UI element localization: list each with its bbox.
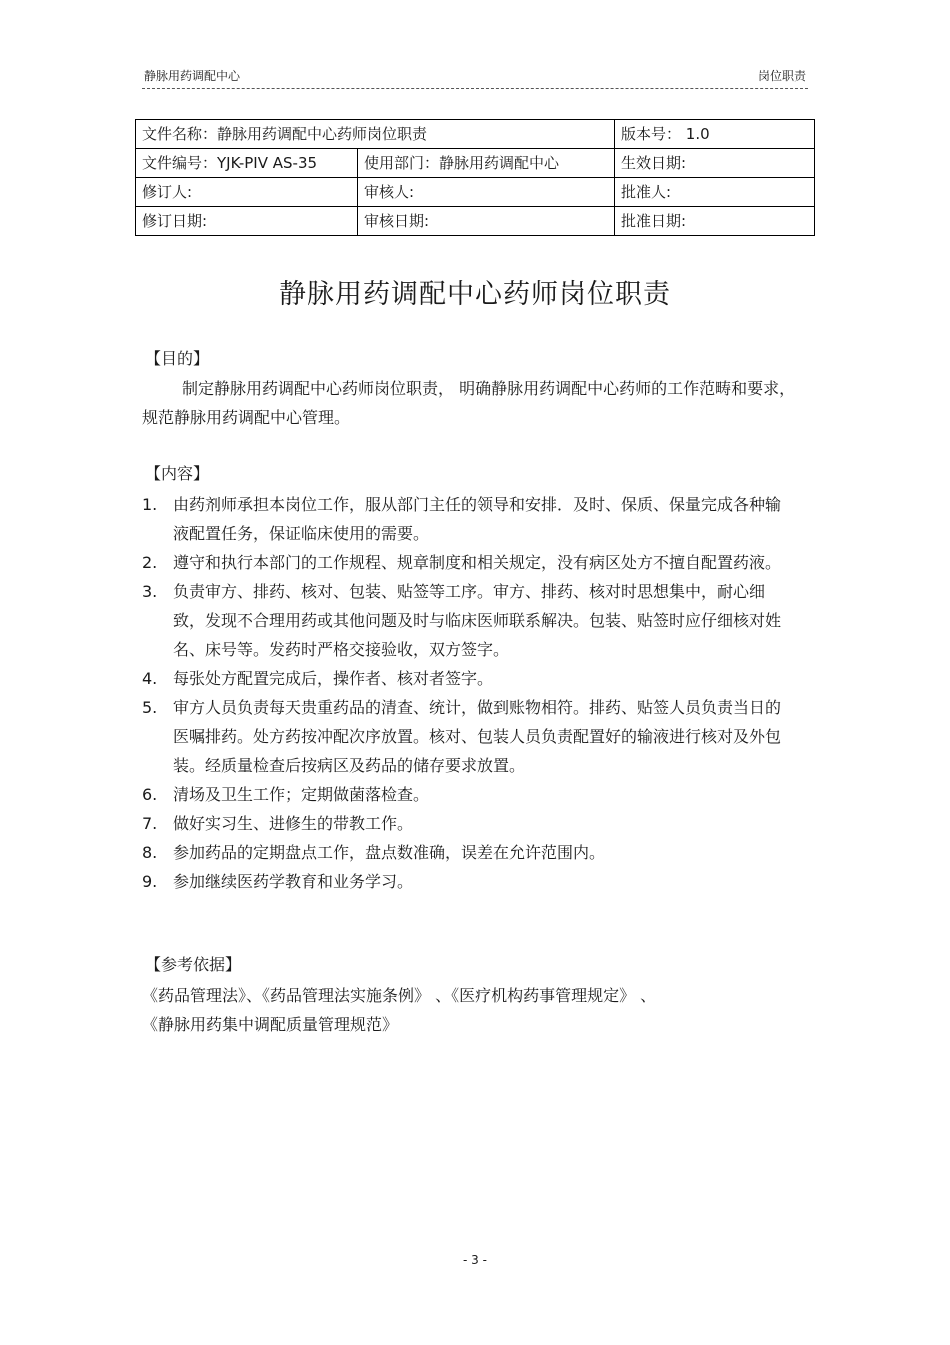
header-left-text: 静脉用药调配中心: [144, 69, 241, 83]
file-number-cell: 文件编号：YJK-PIV AS-35: [136, 149, 358, 178]
reference-line: 《静脉用药集中调配质量管理规范》: [142, 1015, 399, 1034]
file-name-cell: 文件名称：静脉用药调配中心药师岗位职责: [136, 120, 615, 149]
version-cell: 版本号： 1.0: [615, 120, 815, 149]
document-title: 静脉用药调配中心药师岗位职责: [279, 279, 671, 310]
list-item: [142, 490, 782, 548]
item-text: 遵守和执行本部门的工作规程、规章制度和相关规定，没有病区处方不擅自配置药液。: [173, 553, 782, 572]
item-number: 4.: [142, 669, 158, 688]
item-number: 3.: [142, 582, 158, 601]
item-number: 6.: [142, 785, 158, 804]
document-info-table: [135, 119, 815, 236]
table-row: [136, 120, 815, 149]
duties-list: [142, 490, 782, 896]
list-item: [142, 780, 782, 809]
approval-date-cell: 批准日期:: [615, 207, 815, 236]
list-item: [142, 867, 782, 896]
item-number: 5.: [142, 698, 158, 717]
references-text: [142, 981, 802, 1039]
item-text: 参加继续医药学教育和业务学习。: [173, 872, 414, 891]
list-item: [142, 809, 782, 838]
item-number: 1.: [142, 495, 158, 514]
references-heading: 【参考依据】: [145, 955, 242, 974]
item-text: 做好实习生、进修生的带教工作。: [173, 814, 414, 833]
item-number: 7.: [142, 814, 158, 833]
item-text: 审方人员负责每天贵重药品的清查、统计，做到账物相符。排药、贴签人员负责当日的医嘱排药。处方药按冲配次序放置。核对、包装人员负责配置好的输液进行核对及外包装。经质量检查后按病区及药品的储存要求放置。: [173, 698, 782, 775]
list-item: [142, 693, 782, 780]
list-item: [142, 548, 782, 577]
table-row: [136, 178, 815, 207]
item-text: 每张处方配置完成后，操作者、核对者签字。: [173, 669, 494, 688]
reviewer-cell: 审核人:: [358, 178, 615, 207]
item-text: 清场及卫生工作；定期做菌落检查。: [173, 785, 430, 804]
item-number: 2.: [142, 553, 158, 572]
list-item: [142, 664, 782, 693]
department-cell: 使用部门：静脉用药调配中心: [358, 149, 615, 178]
item-text: 参加药品的定期盘点工作，盘点数准确，误差在允许范围内。: [173, 843, 606, 862]
page-header: [142, 66, 808, 89]
reference-line: 《药品管理法》、《药品管理法实施条例》 、《医疗机构药事管理规定》 、: [142, 986, 657, 1005]
page-number: - 3 -: [463, 1253, 487, 1267]
header-right-text: 岗位职责: [757, 69, 806, 83]
table-row: [136, 149, 815, 178]
approver-cell: 批准人:: [615, 178, 815, 207]
table-row: [136, 207, 815, 236]
content-heading: 【内容】: [145, 464, 210, 483]
item-text: 由药剂师承担本岗位工作，服从部门主任的领导和安排．及时、保质、保量完成各种输液配置任务，保证临床使用的需要。: [173, 495, 782, 543]
purpose-text: 制定静脉用药调配中心药师岗位职责， 明确静脉用药调配中心药师的工作范畴和要求，规范静脉用药调配中心管理。: [142, 379, 796, 427]
list-item: [142, 577, 782, 664]
review-date-cell: 审核日期:: [358, 207, 615, 236]
revision-date-cell: 修订日期:: [136, 207, 358, 236]
item-number: 9.: [142, 872, 158, 891]
list-item: [142, 838, 782, 867]
item-text: 负责审方、排药、核对、包装、贴签等工序。审方、排药、核对时思想集中，耐心细致，发现不合理用药或其他问题及时与临床医师联系解决。包装、贴签时应仔细核对姓名、床号等。发药时严格交接验收，双方签字。: [173, 582, 782, 659]
purpose-paragraph: [142, 374, 802, 432]
effective-date-cell: 生效日期:: [615, 149, 815, 178]
reviser-cell: 修订人:: [136, 178, 358, 207]
purpose-heading: 【目的】: [145, 349, 210, 368]
item-number: 8.: [142, 843, 158, 862]
